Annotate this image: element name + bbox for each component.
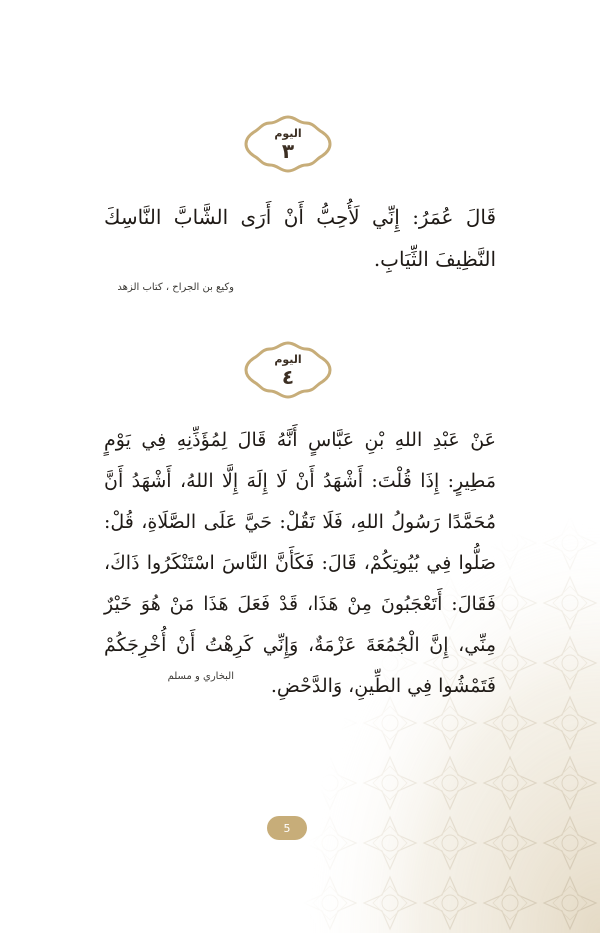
- day-number: ٤: [281, 365, 295, 389]
- day-medallion: [244, 114, 332, 174]
- day-label: اليوم: [274, 127, 302, 140]
- quote-text: قَالَ عُمَرُ: إِنِّي لَأُحِبُّ أَنْ أَرَى الشَّابَّ النَّاسِكَ النَّظِيفَ الثِّيَابِ.: [104, 205, 496, 271]
- day-number: ٣: [281, 139, 295, 163]
- page-number-badge: 5: [267, 816, 307, 840]
- quote-source: البخاري و مسلم: [167, 671, 234, 682]
- day-medallion: [244, 340, 332, 400]
- day-label: اليوم: [274, 353, 302, 366]
- quote-source: وكيع بن الجراح ، كتاب الزهد: [117, 282, 234, 293]
- quote-text: عَنْ عَبْدِ اللهِ بْنِ عَبَّاسٍ أَنَّهُ قَالَ لِمُؤَذِّنِهِ فِي يَوْمٍ مَطِيرٍ: إِذَا قُلْتَ: أَشْهَدُ أَنْ لَا إِلَهَ إِلَّا اللهُ، أَشْهَدُ أَنَّ مُحَمَّدًا رَسُولُ اللهِ، فَلَا تَقُلْ: حَيَّ عَلَى الصَّلَاةِ، قُلْ: صَلُّوا فِي بُيُوتِكُمْ، قَالَ: فَكَأَنَّ النَّاسَ اسْتَنْكَرُوا ذَاكَ، فَقَالَ: أَتَعْجَبُونَ مِنْ هَذَا، قَدْ فَعَلَ هَذَا مَنْ هُوَ خَيْرٌ مِنِّي، إِنَّ الْجُمُعَةَ عَزْمَةٌ، وَإِنِّي كَرِهْتُ أَنْ أُخْرِجَكُمْ فَتَمْشُوا فِي الطِّينِ، وَالدَّحْضِ.: [104, 429, 496, 697]
